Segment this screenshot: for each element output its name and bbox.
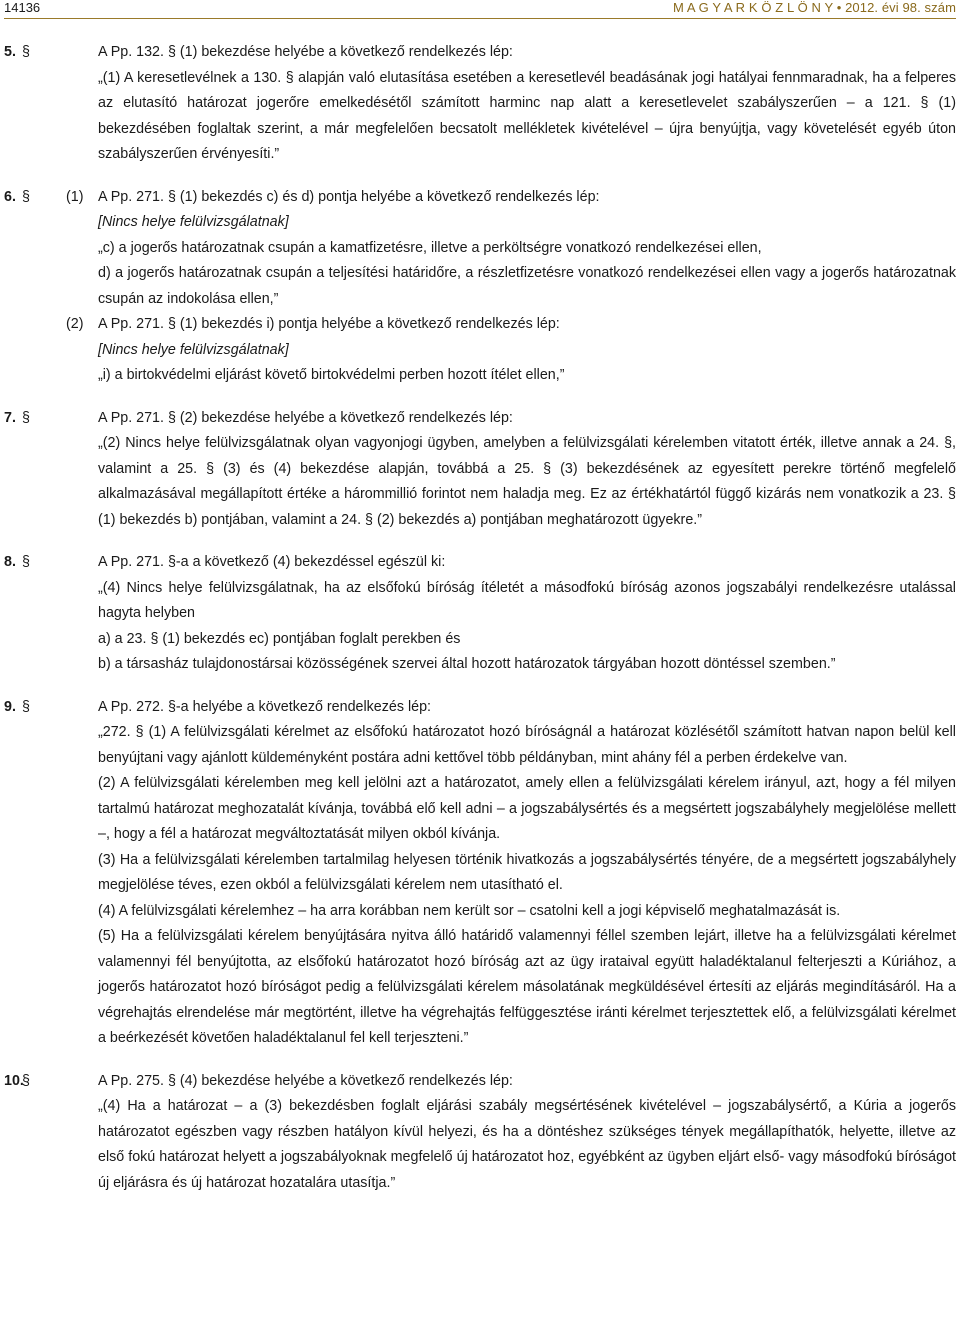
document-body — [4, 40, 956, 1196]
section-5 — [4, 40, 956, 168]
section-6 — [4, 185, 956, 389]
amended-point-i: „i) a birtokvédelmi eljárást követő birtokvédelmi perben hozott ítélet ellen,” — [98, 367, 565, 383]
amended-text: „(1) A keresetlevélnek a 130. § alapján való elutasítása esetében a keresetlevél beadásának jogi hatályai fennmaradnak, ha a felperes az elutasító határozat jogerőre emelkedésétől számított harminc nap alatt a keresetlevelet szabályszerűen – a 121. § (1) bekezdésében foglaltak szerint, a már megfelelően becsatolt mellékletek kivételével – újra benyújtja, vagy követelését egyéb úton szabályszerűen érvényesíti.” — [98, 69, 956, 162]
amended-text: „(4) Ha a határozat – a (3) bekezdésben foglalt eljárási szabály megsértésének kivételével – jogszabálysértő, a Kúria a jogerős határozatot egészben vagy részben hatályon kívül helyezi, és ha a döntéshez szükséges tények megállapíthatók, helyette, illetve az első fokú határozat helyett a jogszabályoknak megfelelő új határozatot hoz, egyébként az ügyben eljárt első- vagy másodfokú bíróságot új eljárásra és új határozat hozatalára utasítja.” — [98, 1098, 956, 1191]
subsection-label: (1) — [66, 188, 84, 205]
section-sign: § — [22, 409, 30, 426]
amended-paragraph-5: (5) Ha a felülvizsgálati kérelem benyújtására nyitva álló határidő valamennyi féllel szemben lejárt, illetve ha a felülvizsgálati kérelmet valamennyi fél benyújtotta, az elsőfokú határozatot hozó bíróság azt az ügy irataival együtt haladéktalanul felterjeszti a Kúriához, a jogerős határozatot hozó bíróságot pedig a felülvizsgálati kérelem másolatának megküldésével értesíti az eljárás megindításáról. Ha a végrehajtás elrendelése már megtörtént, illetve ha végrehajtás felfüggesztése iránti kérelmet terjesztettek elő, a felülvizsgálati kérelmet a beérkezését követően haladéktalanul fel kell terjeszteni.” — [98, 928, 956, 1046]
amended-point-c: „c) a jogerős határozatnak csupán a kamatfizetésre, illetve a perköltségre vonatkozó rendelkezései ellen, — [98, 239, 762, 256]
section-sign: § — [22, 698, 30, 715]
section-number: 9. — [4, 698, 16, 715]
amended-paragraph-4: (4) A felülvizsgálati kérelemhez – ha arra korábban nem került sor – csatolni kell a jogi képviselő meghatalmazását is. — [98, 902, 841, 919]
section-9 — [4, 695, 956, 1052]
section-heading: A Pp. 132. § (1) bekezdése helyébe a következő rendelkezés lép: — [98, 44, 513, 60]
section-heading: A Pp. 271. § (1) bekezdés c) és d) pontja helyébe a következő rendelkezés lép: — [98, 188, 600, 205]
bracket-context: [Nincs helye felülvizsgálatnak] — [98, 214, 289, 230]
amended-paragraph-1: „272. § (1) A felülvizsgálati kérelmet az elsőfokú határozatot hozó bíróságnál a határozat közlésétől számított hatvan napon belül kell benyújtani vagy ajánlott küldeményként postára adni kettővel több példányban, mint ahány fél a perben érdekelve van. — [98, 724, 956, 766]
section-number: 6. — [4, 188, 16, 205]
section-number: 5. — [4, 44, 16, 60]
bracket-context: [Nincs helye felülvizsgálatnak] — [98, 341, 289, 358]
amended-text: „(2) Nincs helye felülvizsgálatnak olyan vagyonjogi ügyben, amelyben a felülvizsgálati kérelemben vitatott érték, illetve annak a 24. §, valamint a 25. § (3) és (4) bekezdése alapján, továbbá a 25. § (3) bekezdésének az egyesített perekre történő megfelelő alkalmazásával megállapított értéke a hárommillió forintot nem haladja meg. Ez az értékhatártól függő kizárás nem vonatkozik a 23. § (1) bekezdés b) pontjában, valamint a 24. § (2) bekezdés a) pontjában meghatározott ügyekre.” — [98, 435, 956, 528]
page-header — [4, 0, 956, 16]
section-number: 7. — [4, 409, 16, 426]
amended-point-d: d) a jogerős határozatnak csupán a teljesítési határidőre, a részletfizetésre vonatkozó rendelkezései ellen vagy a jogerős határozatnak csupán az indokolása ellen,” — [98, 265, 956, 307]
section-8 — [4, 550, 956, 678]
section-10 — [4, 1069, 956, 1197]
subsection-1 — [4, 185, 956, 313]
page-number: 14136 — [4, 0, 41, 15]
journal-title: M A G Y A R K Ö Z L Ö N Y • 2012. évi 98. szám — [672, 0, 956, 15]
section-number: 10. — [4, 1072, 24, 1089]
section-number: 8. — [4, 554, 16, 570]
section-7 — [4, 406, 956, 534]
section-sign: § — [22, 188, 30, 205]
section-sign: § — [22, 554, 30, 570]
section-heading: A Pp. 271. § (1) bekezdés i) pontja helyébe a következő rendelkezés lép: — [98, 316, 560, 332]
amended-point-a: a) a 23. § (1) bekezdés ec) pontjában foglalt perekben és — [98, 630, 461, 647]
section-heading: A Pp. 271. § (2) bekezdése helyébe a következő rendelkezés lép: — [98, 409, 513, 426]
amended-paragraph-3: (3) Ha a felülvizsgálati kérelemben tartalmilag helyesen történik hivatkozás a jogszabálysértés tényére, de a megsértett jogszabályhely megjelölése téves, ezen okból a felülvizsgálati kérelem nem utasítható el. — [98, 851, 956, 893]
section-sign: § — [22, 1072, 30, 1089]
amended-point-b: b) a társasház tulajdonostársai közösségének szervei által hozott határozatok tárgyában hozott döntéssel szemben.” — [98, 656, 836, 672]
subsection-label: (2) — [66, 316, 84, 332]
section-heading: A Pp. 272. §-a helyébe a következő rendelkezés lép: — [98, 698, 432, 715]
section-heading: A Pp. 275. § (4) bekezdése helyébe a következő rendelkezés lép: — [98, 1072, 513, 1089]
header-rule — [4, 18, 956, 19]
amended-text: „(4) Nincs helye felülvizsgálatnak, ha az elsőfokú bíróság ítéletét a másodfokú bíróság azonos jogszabályi rendelkezésre utalással hagyta helyben — [98, 579, 956, 621]
subsection-2 — [4, 312, 956, 389]
section-sign: § — [22, 44, 30, 60]
amended-paragraph-2: (2) A felülvizsgálati kérelemben meg kell jelölni azt a határozatot, amely ellen a felülvizsgálati kérelem irányul, azt, hogy a fél milyen tartalmú határozat meghozatalát kívánja, továbbá elő kell adni – a jogszabálysértés és a megsértett jogszabályhely megjelölése mellett –, hogy a fél a határozat megváltoztatását milyen okból kívánja. — [98, 775, 956, 842]
section-heading: A Pp. 271. §-a a következő (4) bekezdéssel egészül ki: — [98, 554, 446, 570]
